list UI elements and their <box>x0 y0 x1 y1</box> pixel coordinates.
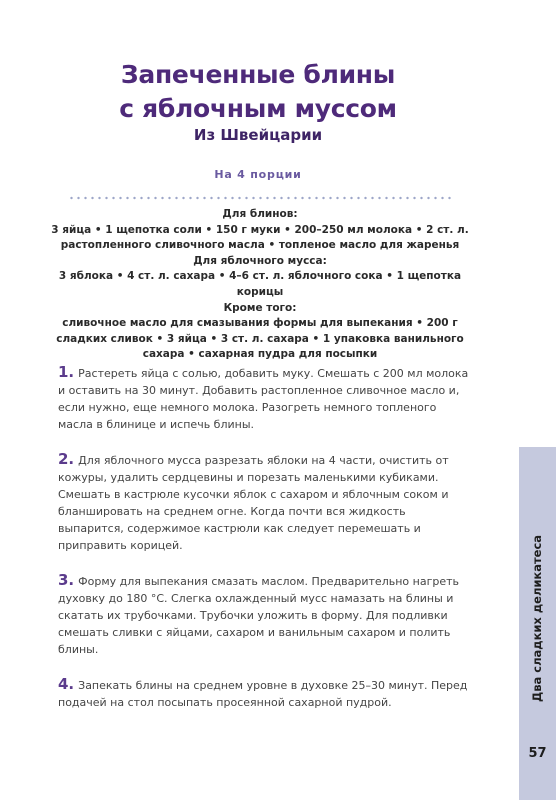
page-number: 57 <box>528 746 547 761</box>
ingredients-heading-extra: Кроме того: <box>223 301 297 314</box>
steps-list <box>58 364 470 729</box>
step-text: Запекать блины на среднем уровне в духовке 25–30 минут. Перед подачей на стол посыпать просеянной сахарной пудрой. <box>58 679 468 709</box>
step-text: Растереть яйца с солью, добавить муку. Смешать с 200 мл молока и оставить на 30 минут. Добавить растопленное сливочное масло и, если нужно, еще немного молока. Разогреть немного топленого масла в блинице и испечь блины. <box>58 367 469 431</box>
step-3 <box>58 572 470 658</box>
step-text: Для яблочного мусса разрезать яблоки на 4 части, очистить от кожуры, удалить сердцевины и порезать маленькими кубиками. Смешать в кастрюле кусочки яблок с сахаром и яблочным соком и бланшировать на среднем огне. Когда почти вся жидкость выпарится, содержимое кастрюли как следует перемешать и приправить корицей. <box>58 454 449 552</box>
chapter-label: Два сладких деликатеса <box>530 534 544 702</box>
step-2 <box>58 451 470 554</box>
step-number: 3. <box>58 571 75 589</box>
ingredients-list-pancakes: 3 яйца • 1 щепотка соли • 150 г муки • 200–250 мл молока • 2 ст. л. растопленного сливочного масла • топленое масло для жаренья <box>51 223 469 252</box>
ingredients-heading-mousse: Для яблочного мусса: <box>193 254 327 267</box>
step-number: 1. <box>58 363 75 381</box>
title-line-1: Запеченные блины <box>120 60 396 89</box>
recipe-origin: Из Швейцарии <box>193 126 323 144</box>
servings-label: На 4 порции <box>214 168 302 181</box>
title-line-2: с яблочным муссом <box>119 94 397 123</box>
recipe-title <box>0 58 516 126</box>
dotted-divider <box>68 196 452 200</box>
step-1 <box>58 364 470 433</box>
ingredients-list-mousse: 3 яблока • 4 ст. л. сахара • 4–6 ст. л. яблочного сока • 1 щепотка корицы <box>58 270 462 298</box>
step-text: Форму для выпекания смазать маслом. Предварительно нагреть духовку до 180 °C. Слегка охлажденный мусс намазать на блины и скатать их трубочками. Трубочки уложить в форму. Для подливки смешать сливки с яйцами, сахаром и ванильным сахаром и полить блины. <box>58 575 459 656</box>
step-number: 4. <box>58 675 75 693</box>
ingredients-block <box>40 207 480 363</box>
ingredients-list-extra: сливочное масло для смазывания формы для выпекания • 200 г сладких сливок • 3 яйца • 3 ст. л. сахара • 1 упаковка ванильного сахара • сахарная пудра для посыпки <box>56 317 464 361</box>
step-4 <box>58 676 470 711</box>
step-number: 2. <box>58 450 75 468</box>
ingredients-heading-pancakes: Для блинов: <box>222 208 298 220</box>
